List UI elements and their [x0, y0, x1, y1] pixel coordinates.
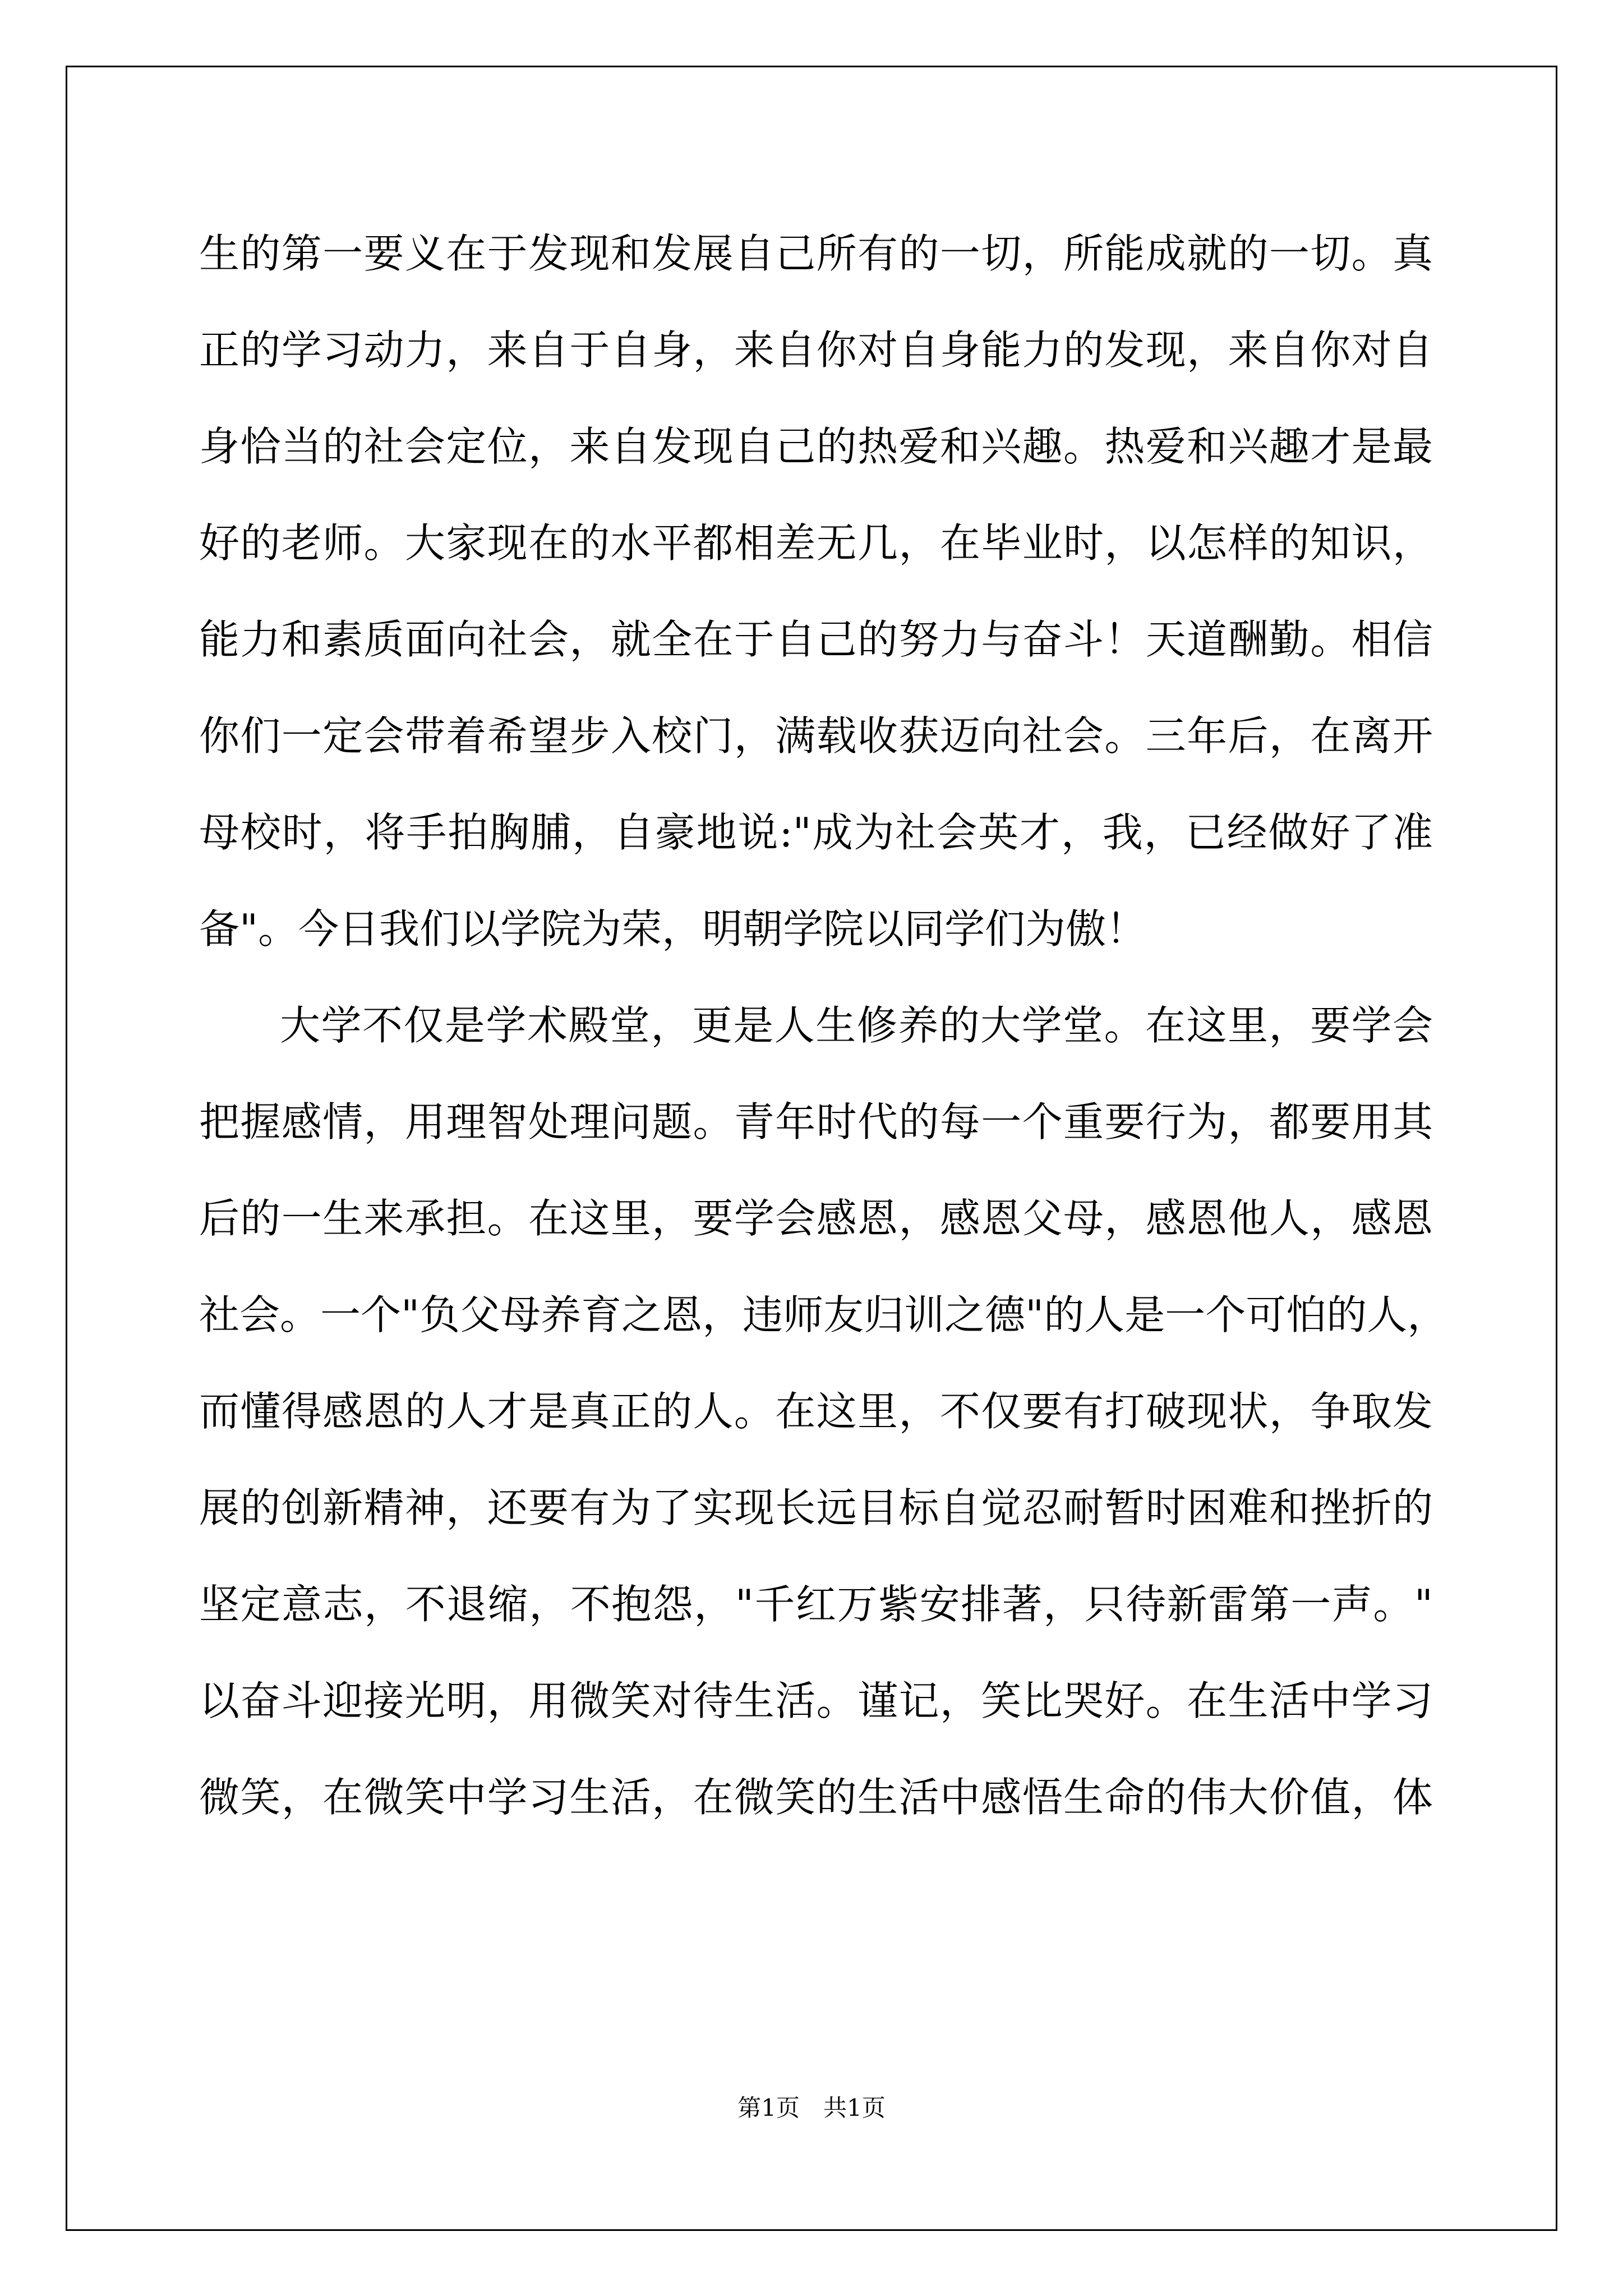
paragraph [199, 985, 1448, 1853]
text-line: 好的老师。大家现在的水平都相差无几，在毕业时，以怎样的知识， [199, 519, 1433, 567]
text-line: 母校时，将手拍胸脯，自豪地说:"成为社会英才，我，已经做好了准 [199, 809, 1433, 856]
text-line: 社会。一个"负父母养育之恩，违师友归训之德"的人是一个可怕的人， [199, 1291, 1448, 1338]
text-line: 把握感情，用理智处理问题。青年时代的每一个重要行为，都要用其 [199, 1098, 1433, 1145]
text-line: 备"。今日我们以学院为荣，明朝学院以同学们为傲！ [199, 905, 1147, 953]
text-line: 后的一生来承担。在这里，要学会感恩，感恩父母，感恩他人，感恩 [199, 1195, 1433, 1242]
text-line: 大学不仅是学术殿堂，更是人生修养的大学堂。在这里，要学会 [280, 1002, 1433, 1049]
text-line: 你们一定会带着希望步入校门，满载收获迈向社会。三年后，在离开 [199, 712, 1433, 760]
text-line: 生的第一要义在于发现和发展自己所有的一切，所能成就的一切。真 [199, 230, 1433, 277]
paragraph [199, 213, 1433, 985]
document-body [199, 213, 1448, 1853]
text-line: 而懂得感恩的人才是真正的人。在这里，不仅要有打破现状，争取发 [199, 1388, 1433, 1435]
text-line: 坚定意志，不退缩，不抱怨，"千红万紫安排著，只待新雷第一声。" [199, 1581, 1433, 1628]
text-line: 以奋斗迎接光明，用微笑对待生活。谨记，笑比哭好。在生活中学习 [199, 1677, 1433, 1724]
text-line: 微笑，在微笑中学习生活，在微笑的生活中感悟生命的伟大价值，体 [199, 1774, 1433, 1821]
page-footer: 第1页 共1页 [737, 2094, 886, 2122]
text-line: 展的创新精神，还要有为了实现长远目标自觉忍耐暂时困难和挫折的 [199, 1484, 1433, 1531]
text-line: 能力和素质面向社会，就全在于自己的努力与奋斗！天道酬勤。相信 [199, 616, 1433, 663]
text-line: 身恰当的社会定位，来自发现自己的热爱和兴趣。热爱和兴趣才是最 [199, 423, 1433, 470]
text-line: 正的学习动力，来自于自身，来自你对自身能力的发现，来自你对自 [199, 326, 1433, 374]
